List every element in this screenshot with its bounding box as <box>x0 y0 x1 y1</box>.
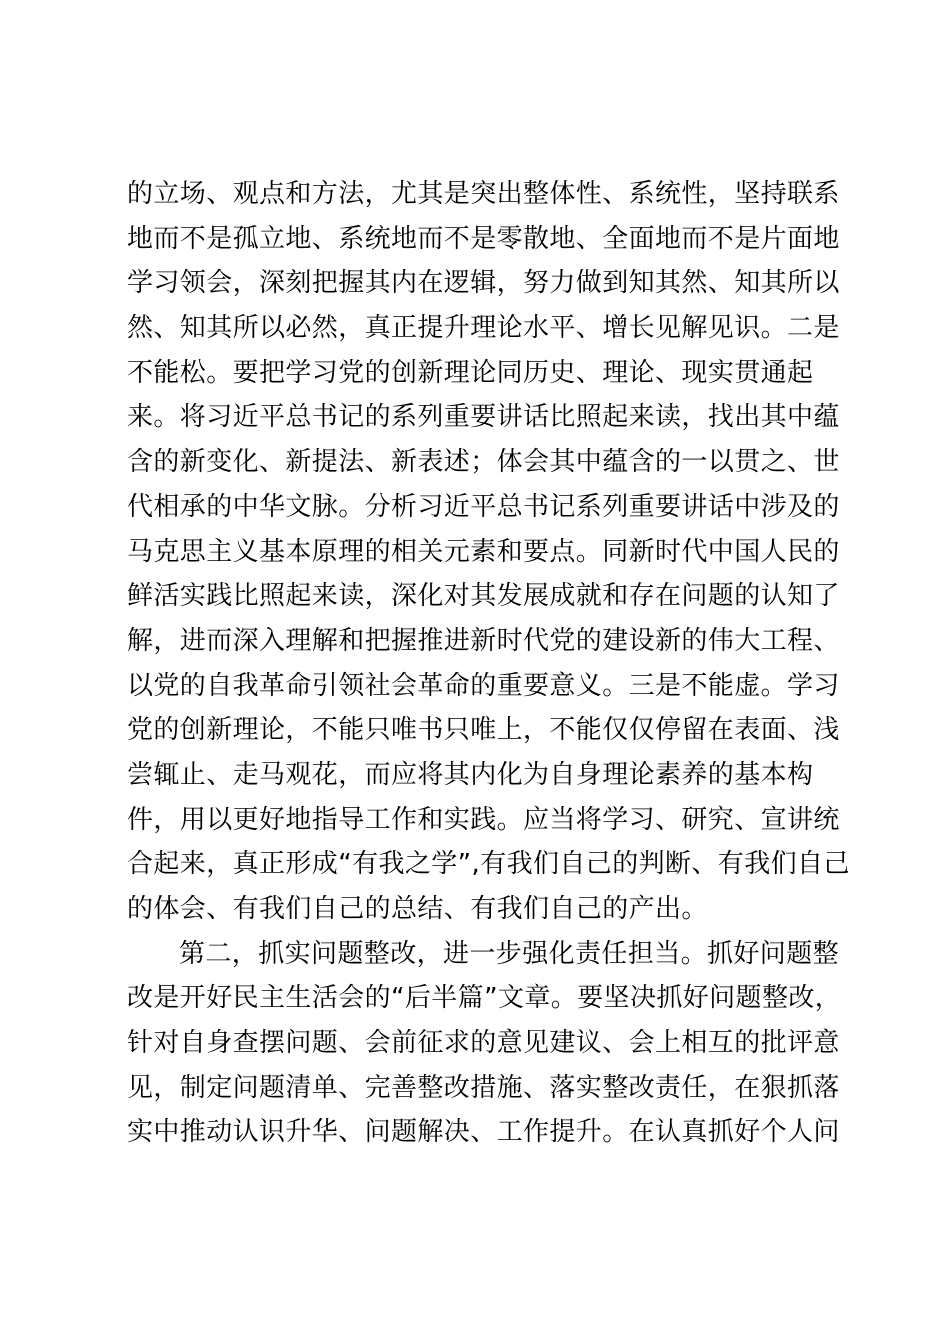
text-line: 马克思主义基本原理的相关元素和要点。同新时代中国人民的 <box>127 536 840 567</box>
text-line: 的立场、观点和方法，尤其是突出整体性、系统性，坚持联系 <box>127 179 840 209</box>
text-line: 学习领会，深刻把握其内在逻辑，努力做到知其然、知其所以 <box>127 268 840 299</box>
text-line: 件，用以更好地指导工作和实践。应当将学习、研究、宣讲统 <box>127 804 840 835</box>
text-line: 地而不是孤立地、系统地而不是零散地、全面地而不是片面地 <box>127 223 840 254</box>
text-line: 合起来，真正形成“有我之学”,有我们自己的判断、有我们自己 <box>127 849 850 880</box>
text-line: 不能松。要把学习党的创新理论同历史、理论、现实贯通起 <box>127 357 814 388</box>
text-line: 代相承的中华文脉。分析习近平总书记系列重要讲话中涉及的 <box>127 491 840 522</box>
text-line: 鲜活实践比照起来读，深化对其发展成就和存在问题的认知了 <box>127 581 840 612</box>
text-line: 针对自身查摆问题、会前征求的意见建议、会上相互的批评意 <box>127 1028 840 1059</box>
text-line: 来。将习近平总书记的系列重要讲话比照起来读，找出其中蕴 <box>127 402 840 433</box>
text-line: 党的创新理论，不能只唯书只唯上，不能仅仅停留在表面、浅 <box>127 715 840 746</box>
paragraph-2 <box>127 932 842 1155</box>
text-line-indented: 第二，抓实问题整改，进一步强化责任担当。抓好问题整 <box>179 938 840 969</box>
text-line: 见，制定问题清单、完善整改措施、落实整改责任，在狠抓落 <box>127 1072 840 1103</box>
text-line: 以党的自我革命引领社会革命的重要意义。三是不能虚。学习 <box>127 670 840 701</box>
text-line: 然、知其所以必然，真正提升理论水平、增长见解见识。二是 <box>127 313 840 344</box>
text-line: 含的新变化、新提法、新表述；体会其中蕴含的一以贯之、世 <box>127 447 840 478</box>
text-line: 尝辄止、走马观花，而应将其内化为自身理论素养的基本构 <box>127 759 814 790</box>
text-line: 的体会、有我们自己的总结、有我们自己的产出。 <box>127 894 708 924</box>
paragraph-1 <box>127 172 850 932</box>
text-line: 实中推动认识升华、问题解决、工作提升。在认真抓好个人问 <box>127 1117 840 1148</box>
text-line: 解，进而深入理解和把握推进新时代党的建设新的伟大工程、 <box>127 625 840 656</box>
body-text <box>127 172 850 1155</box>
text-line: 改是开好民主生活会的“后半篇”文章。要坚决抓好问题整改， <box>127 983 842 1014</box>
